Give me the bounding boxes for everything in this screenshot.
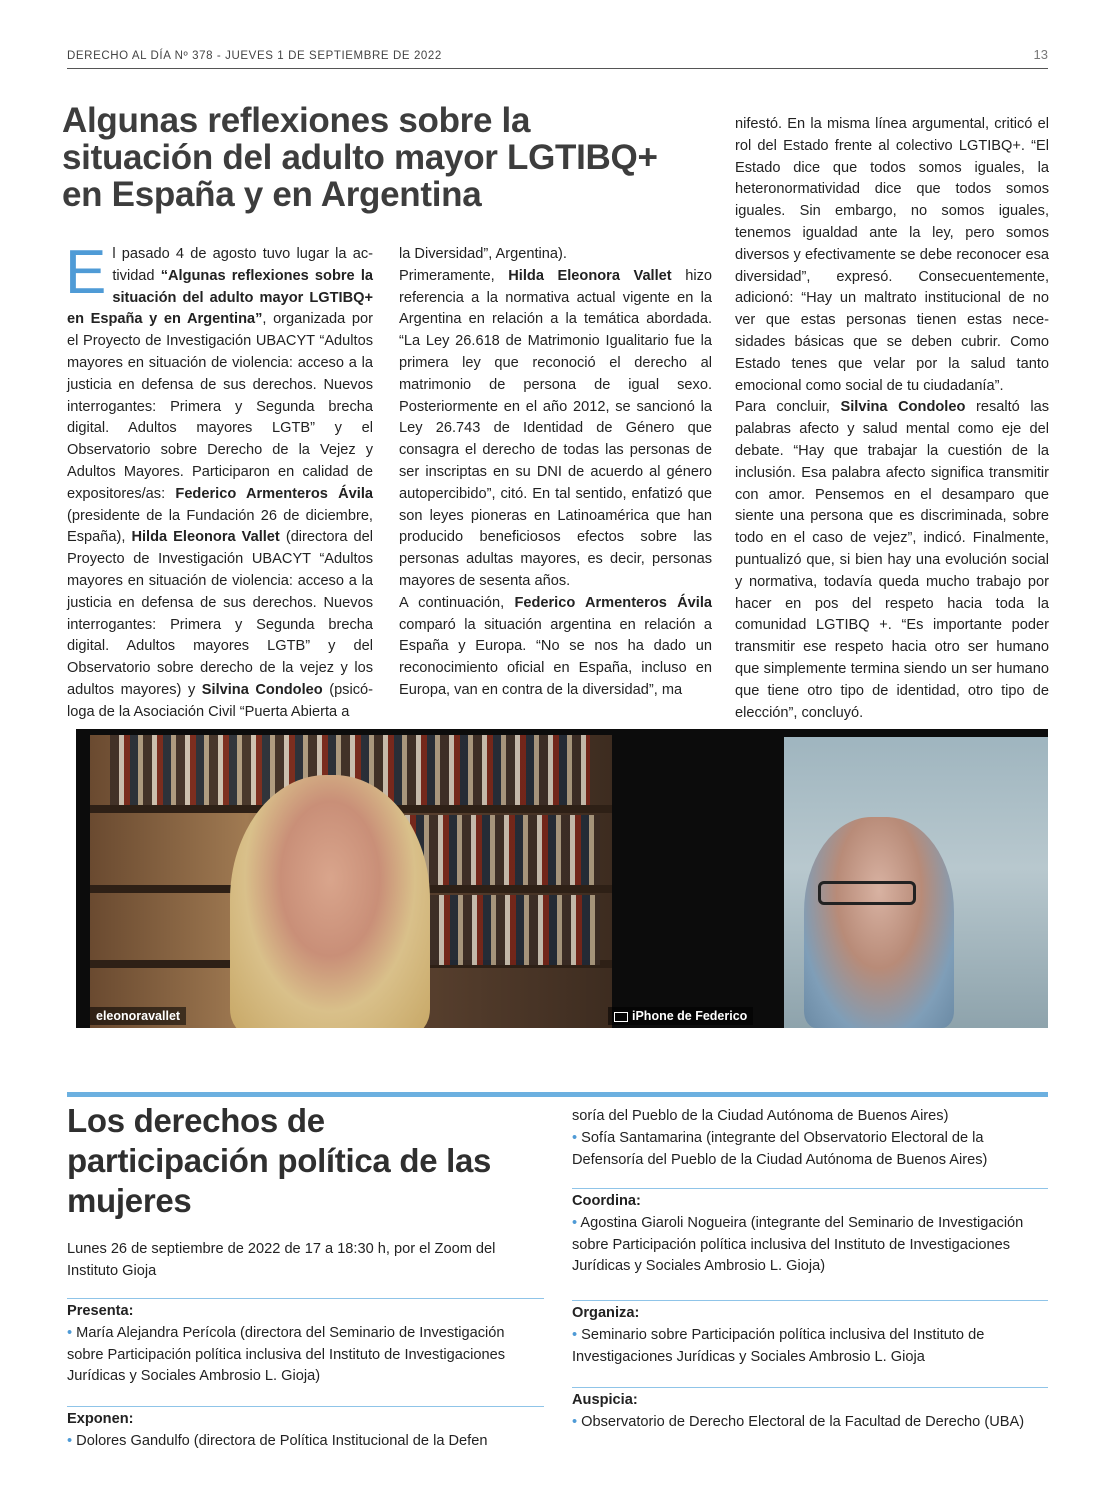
header-masthead <box>67 50 442 62</box>
bullet: • <box>572 1326 578 1343</box>
bullet: • <box>572 1413 578 1430</box>
article2-title-line-3: mujeres <box>67 1182 192 1219</box>
list-item <box>572 1325 1048 1369</box>
section-divider <box>67 1092 1048 1097</box>
header-separator: - <box>216 50 222 62</box>
text-run: resaltó las palabras afecto y salud mental como eje del debate. “Hay que trabajar la cuestión de la inclusión. Esa palabra afecto significa transmitir con amor. Pensemos en el desamparo que siente una persona que es discriminada, sobre todo en el caso de vejez”, indicó. Finalmente, puntualizó que, si bien hay una evolución social y normativa, todavía queda mucho trabajo por hacer en pos del respeto hacia toda la comunidad LGTIBQ +. “Es importante poder transmitir ese respeto hacia otro ser humano que simplemente termina siendo un ser humano que tiene otro tipo de identidad, otro tipo de elección”, concluyó. <box>735 399 1049 721</box>
text-run: (directora del Proyecto de Investigación UBACYT “Adultos mayores en situación de violencia: acceso a la justicia en defensa de sus derechos. Nuevos interrogantes: Primera y Segunda brecha digital. Adultos mayores LGTB” y del Observatorio sobre derecho de la vejez y los adultos mayores) y <box>67 529 373 698</box>
list-item <box>67 1323 544 1388</box>
bullet: • <box>572 1214 578 1231</box>
section-heading: Presenta: <box>67 1298 544 1323</box>
article1-title-line-3: en España y en Argentina <box>62 175 482 214</box>
section-exponen <box>67 1406 544 1453</box>
article1-column-3 <box>735 114 1049 724</box>
text-run: Primeramente, <box>399 267 509 284</box>
speaker-name: Federico Armenteros Ávila <box>175 485 373 502</box>
article1-column-2 <box>399 244 712 702</box>
article2-title <box>67 1101 547 1221</box>
article2-title-line-2: participación política de las <box>67 1142 492 1179</box>
page-header <box>67 46 1048 69</box>
participant-man <box>804 817 954 1028</box>
event-name: “Algunas reflexiones sobre la situación del adulto mayor LGTIBQ+ en España y en Argentina” <box>67 267 373 328</box>
bullet: • <box>572 1129 578 1146</box>
section-auspicia <box>572 1387 1048 1434</box>
speaker-name: Hilda Eleonora Vallet <box>508 267 672 284</box>
bullet: • <box>67 1432 73 1449</box>
event-date: Lunes 26 de septiembre de 2022 de 17 a 18:30 h, por el Zoom del Instituto Gioja <box>67 1241 496 1279</box>
section-heading: Organiza: <box>572 1300 1048 1325</box>
text-run: A continuación, <box>399 594 515 611</box>
list-item <box>572 1412 1048 1434</box>
article1-paragraph <box>399 593 712 702</box>
list-item-continuation: soría del Pueblo de la Ciudad Autónoma de Buenos Aires) <box>572 1108 949 1124</box>
list-item <box>67 1431 544 1453</box>
item-text: Agostina Giaroli Nogueira (integrante del Seminario de Investigación sobre Participación política inclusiva del Instituto de Investigaciones Jurídicas y Sociales Ambrosio L. Gioja) <box>572 1214 1024 1275</box>
text-run: Para concluir, <box>735 399 841 416</box>
camera-icon <box>614 1012 628 1022</box>
list-item <box>572 1128 1048 1172</box>
item-text: Observatorio de Derecho Electoral de la Facultad de Derecho (UBA) <box>581 1413 1025 1430</box>
participant-label-right <box>608 1007 753 1025</box>
section-organiza <box>572 1300 1048 1368</box>
section-heading: Exponen: <box>67 1406 544 1431</box>
section-exponen-continued <box>572 1106 1048 1171</box>
participant-name: iPhone de Federico <box>632 1009 748 1023</box>
speaker-name: Silvina Condoleo <box>201 681 323 698</box>
text-run: , organizada por el Proyecto de Investigación UBACYT “Adultos mayores en situación de violencia: acceso a la justicia en defensa de sus derechos. Nuevos interrogantes: Primera y Segunda brecha digital. Adultos mayores LGTB” y el Observatorio sobre Derecho de la Vejez y Adultos Mayores. Participaron en calidad de expositores/as: <box>67 311 373 502</box>
participant-video-left <box>90 735 612 1028</box>
books <box>430 895 600 965</box>
participant-label-left: eleonoravallet <box>90 1007 186 1025</box>
text-run: hizo referencia a la normativa actual vigente en la Argentina en relación a la temática abordada. “La Ley 26.618 de Matrimonio Igualitario fue la primera ley que reconoció el derecho al matrimonio de persona de igual sexo. Posteriormente en el año 2012, se sancionó la Ley 26.743 de Identidad de Género que consagra el derecho de todas las personas de ser inscriptas en su DNI de acuerdo al género autopercibido”, citó. En tal sentido, enfatizó que son leyes pioneras en Latinoamérica que han producido beneficiosos efectos sobre las personas adultas mayores, es decir, personas mayores de sesenta años. <box>399 267 712 589</box>
article1-paragraph <box>65 238 374 724</box>
text-run: (psicóloga de la Asociación Civil “Puerta Abierta a <box>67 681 374 720</box>
bullet: • <box>67 1324 73 1341</box>
participant-video-right <box>784 737 1048 1028</box>
section-presenta <box>67 1298 544 1388</box>
text-run: l pasado 4 de agosto tuvo lugar la actividad <box>112 246 373 284</box>
item-text: Seminario sobre Participación política inclusiva del Instituto de Investigaciones Jurídicas y Sociales Ambrosio L. Gioja <box>572 1326 985 1365</box>
glasses <box>818 881 916 905</box>
section-heading: Auspicia: <box>572 1387 1048 1412</box>
text-run: (presidente de la Fundación 26 de diciembre, España), <box>67 507 373 546</box>
publication-name: DERECHO AL DÍA Nº 378 <box>67 50 214 62</box>
article1-title-line-1: Algunas reflexiones sobre la <box>62 101 531 140</box>
article1-paragraph: nifestó. En la misma línea argumental, criticó el rol del Estado frente al colectivo LGTIBQ+. “El Estado dice que todos somos iguales, la heteronormatividad dice que todos somos iguales. Sin embargo, no somos iguales, tenemos igualdad ante la ley, pero somos diversos y efectivamente se debe reconocer esa diversidad”, expresó. Consecuentemente, adicionó: “Hay un maltrato institucional de no ver que estas personas tienen estas necesidades básicas que se deben cubrir. Como Estado tenes que velar por la salud tanto emocional como social de tu ciudadanía”. <box>735 116 1049 394</box>
speaker-name: Silvina Condoleo <box>840 399 966 416</box>
section-coordina <box>572 1188 1048 1278</box>
dropcap: E <box>65 238 107 307</box>
article2-title-line-1: Los derechos de <box>67 1102 325 1139</box>
item-text: María Alejandra Perícola (directora del Seminario de Investigación sobre Participación política inclusiva del Instituto de Investigaciones Jurídicas y Sociales Ambrosio L. Gioja) <box>67 1324 506 1385</box>
participant-woman <box>230 775 430 1028</box>
speaker-name: Federico Armenteros Ávila <box>514 594 713 611</box>
page-number: 13 <box>1033 47 1048 62</box>
section-heading: Coordina: <box>572 1188 1048 1213</box>
item-text: Dolores Gandulfo (directora de Política Institucional de la Defen <box>76 1432 488 1449</box>
article1-column-1 <box>65 238 374 724</box>
text-run: comparó la situación argentina en relación a España y Europa. “No se nos ha dado un reconocimiento oficial en España, incluso en Europa, van en contra de la diversidad”, ma <box>399 616 712 698</box>
item-text: Sofía Santamarina (integrante del Observatorio Electoral de la Defensoría del Pueblo de la Ciudad Autónoma de Buenos Aires) <box>572 1129 988 1168</box>
article1-paragraph: la Diversidad”, Argentina). <box>399 246 567 262</box>
article1-paragraph <box>735 397 1049 724</box>
issue-date: JUEVES 1 DE SEPTIEMBRE DE 2022 <box>225 50 442 62</box>
article1-paragraph <box>399 266 712 593</box>
article1-title-line-2: situación del adulto mayor LGTIBQ+ <box>62 138 658 177</box>
video-call-photo <box>76 729 1048 1028</box>
article1-title <box>62 102 722 213</box>
list-item <box>572 1213 1048 1278</box>
speaker-name: Hilda Eleonora Vallet <box>131 529 280 546</box>
